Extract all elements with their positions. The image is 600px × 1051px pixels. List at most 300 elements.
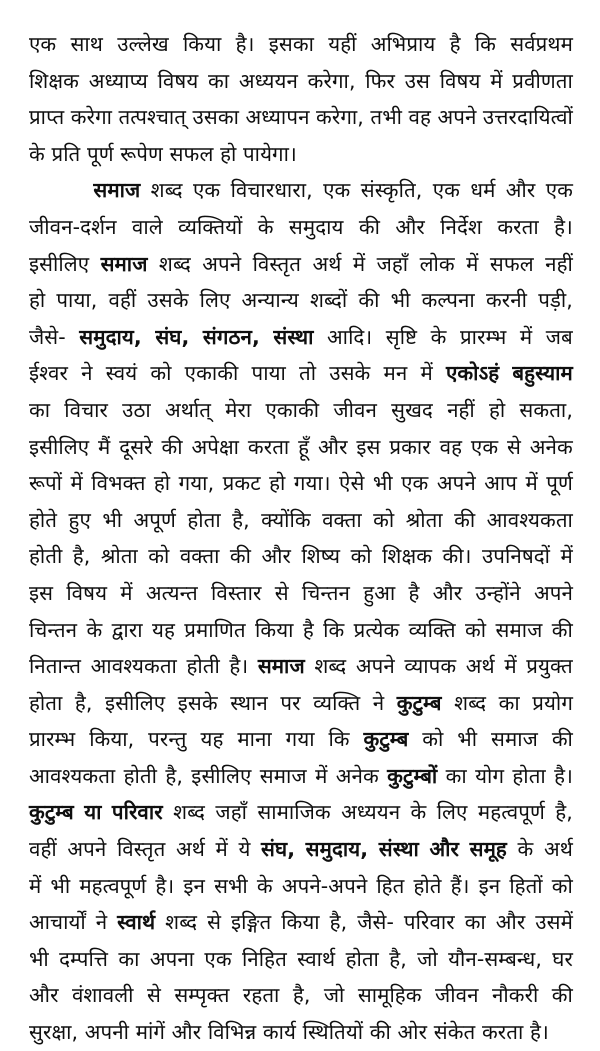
word: अर्थ bbox=[543, 837, 573, 862]
word: भी bbox=[372, 471, 393, 496]
word: अर्थ bbox=[312, 251, 342, 276]
word: कि bbox=[328, 727, 350, 752]
word: हुआ bbox=[363, 580, 396, 605]
word: है, bbox=[74, 690, 93, 715]
word: होती bbox=[29, 544, 63, 569]
word: घर bbox=[552, 946, 573, 971]
word: प्रयुक्त bbox=[526, 654, 573, 679]
word: में bbox=[525, 471, 538, 496]
word: मेरा bbox=[225, 397, 252, 422]
word: की bbox=[358, 214, 380, 239]
emphasized-word: और bbox=[429, 837, 460, 862]
word: दूसरे bbox=[119, 434, 153, 459]
word: से bbox=[207, 910, 222, 935]
text-line bbox=[29, 538, 573, 575]
word: है bbox=[449, 32, 461, 56]
word: साथ bbox=[70, 32, 103, 56]
word: हूँ bbox=[298, 434, 310, 459]
word: सभी bbox=[214, 873, 248, 898]
word: चिन्तन bbox=[301, 580, 350, 605]
word: है। bbox=[554, 214, 573, 239]
word: भी bbox=[29, 946, 49, 971]
word: से bbox=[146, 983, 161, 1008]
word: के bbox=[86, 617, 103, 642]
word: का bbox=[445, 763, 467, 788]
word: क्योंकि bbox=[261, 507, 311, 532]
word: होती bbox=[123, 763, 158, 788]
word: यह bbox=[151, 617, 175, 642]
word: करता bbox=[247, 434, 290, 459]
word: और bbox=[505, 178, 536, 203]
word: तत्पश्चात् bbox=[118, 105, 187, 130]
word: अपने bbox=[202, 251, 242, 276]
emphasized-word: कुटुम्ब bbox=[29, 800, 74, 825]
word: है, bbox=[329, 910, 348, 935]
word: को bbox=[422, 727, 444, 752]
word: स्वयं bbox=[105, 361, 138, 386]
text-line bbox=[29, 831, 573, 868]
text-line bbox=[29, 282, 573, 319]
word: और bbox=[171, 1020, 202, 1045]
word: में bbox=[490, 68, 503, 93]
word: के bbox=[257, 214, 274, 239]
word: पूर्ण bbox=[546, 471, 573, 496]
word: की bbox=[551, 727, 573, 752]
word: ने bbox=[95, 910, 108, 935]
word: वंशावली bbox=[71, 983, 134, 1008]
word: के bbox=[256, 873, 273, 898]
word: संस्कृति, bbox=[360, 178, 423, 203]
emphasized-word: संस्था bbox=[273, 324, 314, 349]
word: का bbox=[118, 946, 140, 971]
word: करेगा, bbox=[316, 105, 364, 130]
word: जहाँ bbox=[215, 800, 248, 825]
text-line bbox=[29, 429, 573, 466]
word: अध्ययन bbox=[341, 800, 401, 825]
emphasized-word: परिवार bbox=[111, 800, 163, 825]
word: शब्द bbox=[165, 910, 198, 935]
word: में bbox=[519, 324, 533, 349]
word: लिए bbox=[199, 288, 231, 313]
word: और bbox=[318, 434, 348, 459]
word: पाया bbox=[251, 361, 286, 386]
word: अध्यापन bbox=[245, 105, 310, 130]
word: एक bbox=[192, 178, 221, 203]
word: है। bbox=[530, 1020, 549, 1045]
text-line bbox=[29, 63, 573, 100]
word: कि bbox=[474, 32, 496, 56]
word: और bbox=[432, 580, 463, 605]
word: सकता, bbox=[519, 397, 573, 422]
word: महत्वपूर्ण bbox=[79, 873, 147, 898]
word: होता bbox=[29, 690, 63, 715]
word: उसके bbox=[329, 361, 371, 386]
word: सामूहिक bbox=[357, 983, 422, 1008]
word: में bbox=[120, 580, 133, 605]
word: वहीं bbox=[29, 837, 57, 862]
word: श्रोता bbox=[405, 507, 443, 532]
word: की bbox=[358, 288, 380, 313]
word: अर्थात् bbox=[164, 397, 212, 422]
word: अपने bbox=[437, 105, 477, 130]
word: पड़ी, bbox=[538, 288, 573, 313]
word: है, bbox=[165, 763, 183, 788]
word: विस्तृत bbox=[252, 251, 302, 276]
word: उत्तरदायित्वों bbox=[482, 105, 573, 130]
word: प्रकट bbox=[222, 471, 261, 496]
word: शब्द bbox=[173, 800, 206, 825]
word: वह bbox=[408, 105, 431, 130]
word: उठा bbox=[122, 397, 151, 422]
word: प्रारम्भ bbox=[29, 727, 76, 752]
emphasized-word: समाज bbox=[93, 178, 141, 203]
word: स्थितियों bbox=[302, 1020, 364, 1045]
word: प्रवीणता bbox=[512, 68, 573, 93]
word: इन bbox=[478, 873, 501, 898]
word: जीवन bbox=[333, 397, 377, 422]
word: सुखद bbox=[391, 397, 433, 422]
text-line bbox=[29, 904, 573, 941]
word: इसीलिए bbox=[29, 251, 90, 276]
text-line bbox=[29, 355, 573, 392]
word: समाज bbox=[495, 617, 543, 642]
word: शिक्षक bbox=[29, 68, 79, 93]
word: शब्द bbox=[454, 690, 487, 715]
word: वक्ता bbox=[179, 544, 220, 569]
word: के bbox=[430, 324, 447, 349]
word: प्रति bbox=[51, 141, 81, 166]
word: किया, bbox=[89, 727, 135, 752]
word: जीवन-दर्शन bbox=[29, 214, 117, 239]
word: परन्तु bbox=[148, 727, 187, 752]
word: करेगा, bbox=[307, 68, 356, 93]
word: इसीलिए bbox=[29, 434, 90, 459]
word: होता bbox=[345, 946, 379, 971]
word: सम्पृक्त bbox=[174, 983, 230, 1008]
word: एक bbox=[545, 178, 573, 203]
word: जो bbox=[417, 946, 438, 971]
text-line bbox=[29, 99, 573, 136]
word: इसके bbox=[177, 690, 218, 715]
word: पायेगा। bbox=[243, 141, 297, 166]
word: है। bbox=[229, 654, 249, 679]
word: हो bbox=[29, 288, 46, 313]
word: प्रयोग bbox=[532, 690, 573, 715]
word: सर्वप्रथम bbox=[510, 32, 573, 56]
word: पूर्ण bbox=[86, 141, 114, 166]
word: हितों bbox=[509, 873, 543, 898]
word: समुदाय bbox=[288, 214, 344, 239]
emphasized-word: कुटुम्बों bbox=[387, 763, 438, 788]
word: विषय bbox=[439, 68, 481, 93]
word: गया, bbox=[178, 471, 215, 496]
word: करनी bbox=[485, 288, 528, 313]
word: यहीं bbox=[328, 32, 357, 56]
word: रहता bbox=[242, 983, 280, 1008]
word: वाले bbox=[131, 214, 163, 239]
emphasized-word: संघ, bbox=[261, 837, 296, 862]
word: है, bbox=[292, 983, 311, 1008]
word: अपने bbox=[67, 837, 107, 862]
word: जैसे- bbox=[357, 910, 394, 935]
word: शब्दों bbox=[309, 288, 348, 313]
emphasized-word: स्वार्थ bbox=[117, 910, 156, 935]
word: सामाजिक bbox=[257, 800, 331, 825]
text-line bbox=[29, 26, 573, 63]
word: एकाकी bbox=[265, 397, 320, 422]
word: को bbox=[150, 361, 172, 386]
word: अनेक bbox=[335, 763, 379, 788]
word: की bbox=[161, 434, 183, 459]
word: सफल bbox=[169, 141, 214, 166]
word: अपनी bbox=[84, 1020, 130, 1045]
word: के bbox=[29, 141, 45, 166]
word: अपने bbox=[436, 471, 476, 496]
word: माना bbox=[237, 727, 272, 752]
word: समाज bbox=[259, 763, 307, 788]
word: में bbox=[504, 654, 517, 679]
emphasized-word: समाज bbox=[100, 251, 148, 276]
word: से bbox=[507, 434, 521, 459]
word: जो bbox=[323, 983, 345, 1008]
word: एक bbox=[470, 434, 499, 459]
word: में bbox=[29, 873, 42, 898]
word: होता bbox=[512, 763, 546, 788]
word: इङ्गित bbox=[230, 910, 272, 935]
word: होते bbox=[29, 507, 58, 532]
word: उसके bbox=[147, 288, 189, 313]
text-line bbox=[29, 1014, 573, 1051]
word: अर्थ bbox=[465, 654, 495, 679]
word: मैं bbox=[98, 434, 111, 459]
word: विस्तृत bbox=[116, 837, 166, 862]
word: किया bbox=[281, 910, 320, 935]
word: में bbox=[70, 471, 83, 496]
text-line bbox=[29, 136, 573, 173]
word: वह bbox=[439, 434, 463, 459]
word: विचारधारा, bbox=[230, 178, 313, 203]
word: पर bbox=[280, 690, 301, 715]
word: रूपेण bbox=[120, 141, 163, 166]
word: परिवार bbox=[403, 910, 455, 935]
word: आचार्यों bbox=[29, 910, 86, 935]
word: मन bbox=[383, 361, 408, 386]
word: और bbox=[495, 910, 526, 935]
word: प्राप्त bbox=[29, 105, 65, 130]
word: यह bbox=[200, 727, 224, 752]
word: महत्वपूर्ण bbox=[477, 800, 545, 825]
word: समाज bbox=[491, 727, 538, 752]
word: लोक bbox=[419, 251, 455, 276]
word: एकाकी bbox=[184, 361, 239, 386]
text-line bbox=[29, 502, 573, 539]
word: में bbox=[352, 251, 366, 276]
word: अध्ययन bbox=[238, 68, 298, 93]
emphasized-word: समूह bbox=[469, 837, 507, 862]
word: में bbox=[466, 251, 479, 276]
word: प्रमाणित bbox=[184, 617, 246, 642]
word: दम्पत्ति bbox=[59, 946, 109, 971]
emphasized-word: बहुस्याम bbox=[512, 361, 573, 386]
word: जैसे- bbox=[29, 324, 66, 349]
word: स्थान bbox=[230, 690, 268, 715]
emphasized-word: समुदाय, bbox=[305, 837, 369, 862]
word: विस्तार bbox=[211, 580, 262, 605]
word: द्वारा bbox=[111, 617, 143, 642]
word: धर्म bbox=[470, 178, 496, 203]
word: अपने bbox=[355, 654, 395, 679]
word: प्रकार bbox=[389, 434, 431, 459]
word: आप bbox=[484, 471, 518, 496]
word: उसका bbox=[192, 105, 239, 130]
word: व्यापक bbox=[404, 654, 457, 679]
word: एक bbox=[29, 32, 57, 56]
word: सफल bbox=[489, 251, 534, 276]
emphasized-word: संघ, bbox=[155, 324, 190, 349]
word: ऐसे bbox=[339, 471, 365, 496]
word: है bbox=[408, 580, 420, 605]
word: है, bbox=[555, 800, 573, 825]
word: इस bbox=[356, 434, 381, 459]
word: से bbox=[274, 580, 289, 605]
text-line bbox=[29, 648, 573, 685]
word: पाया, bbox=[56, 288, 98, 313]
word: व्यक्ति bbox=[408, 617, 456, 642]
word: इन bbox=[183, 873, 205, 898]
word: निहित bbox=[242, 946, 287, 971]
text-line bbox=[29, 685, 573, 722]
word: के bbox=[410, 800, 427, 825]
word: कि bbox=[323, 617, 345, 642]
word: है, bbox=[232, 507, 250, 532]
word: का bbox=[498, 690, 520, 715]
word: आवश्यकता bbox=[486, 507, 573, 532]
word: की bbox=[229, 544, 252, 569]
emphasized-word: संस्था bbox=[378, 837, 419, 862]
text-line bbox=[29, 465, 573, 502]
word: को bbox=[148, 544, 170, 569]
word: शिष्य bbox=[301, 544, 341, 569]
word: अपूर्ण bbox=[133, 507, 176, 532]
emphasized-word: कुटुम्ब bbox=[363, 727, 409, 752]
word: सृष्टि bbox=[385, 324, 418, 349]
word: जीवन bbox=[434, 983, 479, 1008]
page-text-body bbox=[29, 26, 573, 1051]
word: करता bbox=[497, 214, 539, 239]
text-line bbox=[29, 977, 573, 1014]
text-line bbox=[29, 319, 573, 356]
word: प्रारम्भ bbox=[460, 324, 507, 349]
word: नौकरी bbox=[491, 983, 539, 1008]
word: शब्द bbox=[150, 178, 183, 203]
word: आवश्यकता bbox=[90, 654, 177, 679]
word: ये bbox=[238, 837, 251, 862]
word: लिए bbox=[436, 800, 468, 825]
text-line bbox=[29, 172, 573, 209]
word: आवश्यकता bbox=[29, 763, 116, 788]
word: हुए bbox=[68, 507, 91, 532]
text-line bbox=[29, 794, 573, 831]
word: एक bbox=[323, 178, 351, 203]
word: हो bbox=[153, 471, 171, 496]
word: योग bbox=[475, 763, 505, 788]
word: करता bbox=[481, 1020, 524, 1045]
word: के bbox=[517, 837, 534, 862]
word: स्वार्थ bbox=[297, 946, 336, 971]
text-line bbox=[29, 868, 573, 905]
word: इस bbox=[29, 580, 54, 605]
word: वहीं bbox=[108, 288, 137, 313]
word: जहाँ bbox=[376, 251, 409, 276]
emphasized-word: या bbox=[84, 800, 102, 825]
word: गया। bbox=[293, 471, 331, 496]
word: अर्थ bbox=[175, 837, 205, 862]
text-line bbox=[29, 721, 573, 758]
word: को bbox=[350, 544, 372, 569]
word: अपने-अपने bbox=[281, 873, 368, 898]
word: व्यक्तियों bbox=[178, 214, 243, 239]
word: कार्य bbox=[262, 1020, 297, 1045]
word: में bbox=[420, 361, 433, 386]
word: को bbox=[551, 873, 573, 898]
word: एक bbox=[204, 946, 232, 971]
word: अनेक bbox=[529, 434, 573, 459]
word: विचार bbox=[64, 397, 109, 422]
word: ओर bbox=[397, 1020, 428, 1045]
word: भी bbox=[50, 873, 71, 898]
word: उसमें bbox=[535, 910, 573, 935]
word: अपेक्षा bbox=[191, 434, 240, 459]
word: भी bbox=[457, 727, 478, 752]
word: कल्पना bbox=[421, 288, 475, 313]
word: होती bbox=[186, 654, 220, 679]
word: ईश्वर bbox=[29, 361, 68, 386]
word: वक्ता bbox=[322, 507, 362, 532]
word: नितान्त bbox=[29, 654, 82, 679]
word: फिर bbox=[365, 68, 395, 93]
word: अपने bbox=[533, 580, 573, 605]
word: तभी bbox=[370, 105, 403, 130]
word: हैं। bbox=[450, 873, 470, 898]
word: नहीं bbox=[447, 397, 475, 422]
word: का bbox=[29, 397, 51, 422]
word: में bbox=[215, 837, 228, 862]
word: तो bbox=[299, 361, 317, 386]
word: होते bbox=[413, 873, 442, 898]
word: नहीं bbox=[545, 251, 573, 276]
word: की bbox=[454, 507, 476, 532]
word: अत्यन्त bbox=[145, 580, 198, 605]
word: और bbox=[395, 214, 425, 239]
word: व्यक्ति bbox=[313, 690, 361, 715]
word: हो bbox=[269, 471, 286, 496]
word: है। bbox=[155, 873, 175, 898]
word: इसीलिए bbox=[191, 763, 252, 788]
text-line bbox=[29, 392, 573, 429]
word: की bbox=[551, 983, 573, 1008]
word: ने bbox=[81, 361, 93, 386]
word: एक bbox=[401, 471, 429, 496]
word: का bbox=[208, 68, 230, 93]
word: जब bbox=[545, 324, 573, 349]
word: विषय bbox=[157, 68, 199, 93]
word: चिन्तन bbox=[29, 617, 78, 642]
word: शब्द bbox=[158, 251, 191, 276]
word: को bbox=[465, 617, 487, 642]
emphasized-word: समाज bbox=[257, 654, 305, 679]
word: करेगा bbox=[70, 105, 113, 130]
word: और bbox=[261, 544, 292, 569]
